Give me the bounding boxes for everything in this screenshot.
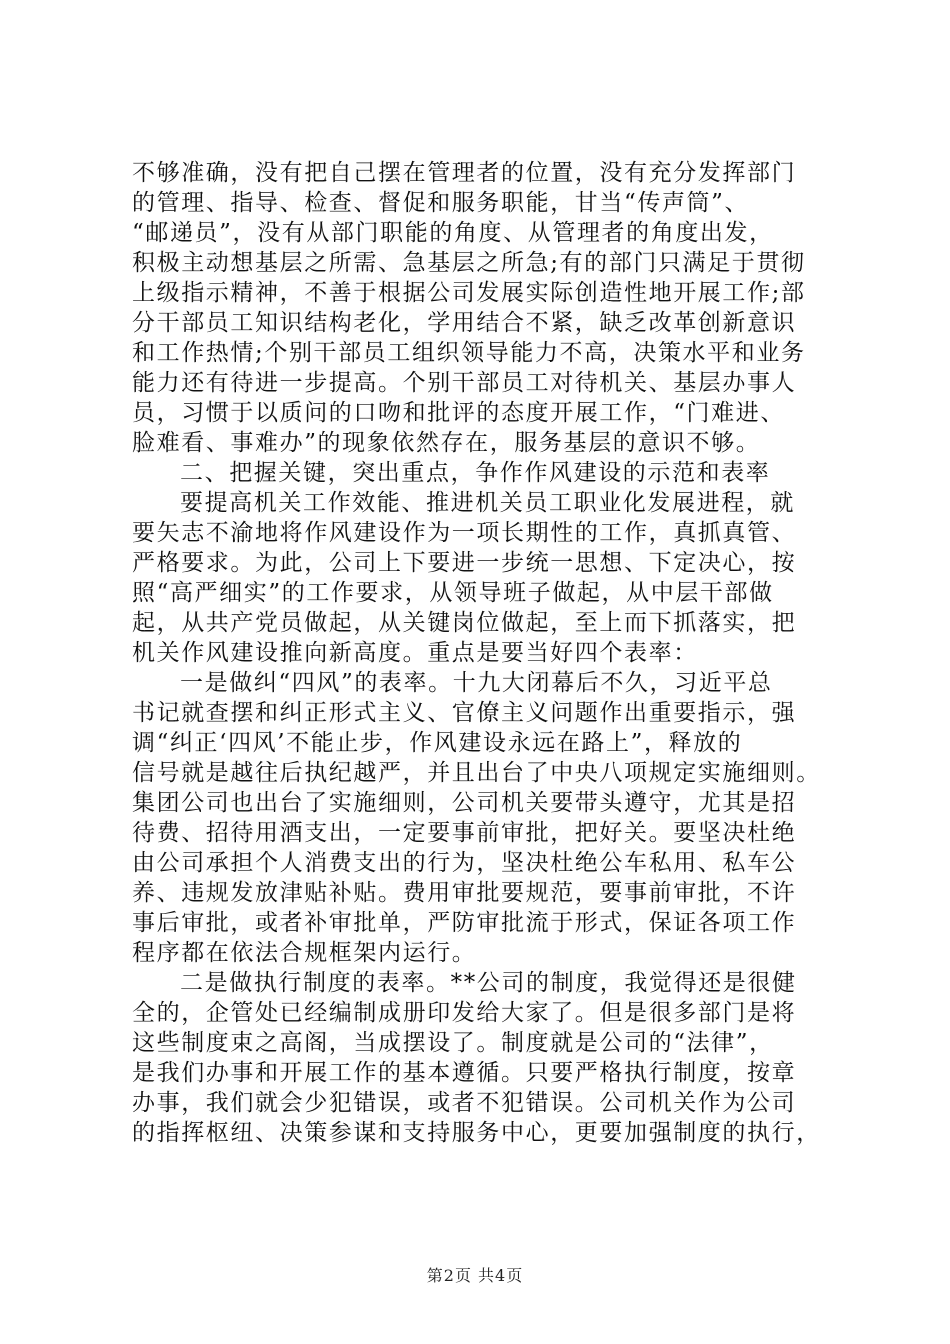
body-text-line: 上级指示精神，不善于根据公司发展实际创造性地开展工作;部 [132, 280, 806, 306]
body-text-line: 待费、招待用酒支出，一定要事前审批，把好关。要坚决杜绝 [132, 820, 797, 846]
body-text-line: 照“高严细实”的工作要求，从领导班子做起，从中层干部做 [132, 580, 774, 606]
body-text-line: 调“纠正‘四风’不能止步，作风建设永远在路上”，释放的 [132, 730, 743, 756]
document-body [132, 158, 832, 1148]
body-text-line: 积极主动想基层之所需、急基层之所急;有的部门只满足于贯彻 [132, 250, 806, 276]
body-text-line: 书记就查摆和纠正形式主义、官僚主义问题作出重要指示，强 [132, 700, 797, 726]
body-text-line: 脸难看、事难办”的现象依然存在，服务基层的意识不够。 [132, 430, 761, 456]
body-text-line: 养、违规发放津贴补贴。费用审批要规范，要事前审批，不许 [132, 880, 797, 906]
body-text-line: 是我们办事和开展工作的基本遵循。只要严格执行制度，按章 [132, 1060, 797, 1086]
body-text-line: 二是做执行制度的表率。**公司的制度，我觉得还是很健 [180, 970, 797, 996]
body-text-line: 这些制度束之高阁，当成摆设了。制度就是公司的“法律”， [132, 1030, 774, 1056]
body-text-line: 集团公司也出台了实施细则，公司机关要带头遵守，尤其是招 [132, 790, 797, 816]
body-text-line: 要提高机关工作效能、推进机关员工职业化发展进程，就 [180, 490, 795, 516]
body-text-line: 起，从共产党员做起，从关键岗位做起，至上而下抓落实，把 [132, 610, 797, 636]
page-footer: 第2页 共4页 [426, 1266, 524, 1285]
body-text-line: 的指挥枢纽、决策参谋和支持服务中心，更要加强制度的执行， [132, 1120, 821, 1146]
body-text-line: 二、把握关键，突出重点，争作作风建设的示范和表率 [180, 460, 771, 486]
body-text-line: 严格要求。为此，公司上下要进一步统一思想、下定决心，按 [132, 550, 797, 576]
body-text-line: “邮递员”，没有从部门职能的角度、从管理者的角度出发， [132, 220, 774, 246]
body-text-line: 由公司承担个人消费支出的行为，坚决杜绝公车私用、私车公 [132, 850, 797, 876]
body-text-line: 的管理、指导、检查、督促和服务职能，甘当“传声筒”、 [132, 190, 750, 216]
body-text-line: 一是做纠“四风”的表率。十九大闭幕后不久，习近平总 [180, 670, 773, 696]
body-text-line: 不够准确，没有把自己摆在管理者的位置，没有充分发挥部门 [132, 160, 797, 186]
body-text-line: 程序都在依法合规框架内运行。 [132, 940, 477, 966]
body-text-line: 事后审批，或者补审批单，严防审批流于形式，保证各项工作 [132, 910, 797, 936]
body-text-line: 和工作热情;个别干部员工组织领导能力不高，决策水平和业务 [132, 340, 806, 366]
body-text-line: 能力还有待进一步提高。个别干部员工对待机关、基层办事人 [132, 370, 797, 396]
body-text-line: 机关作风建设推向新高度。重点是要当好四个表率： [132, 640, 698, 666]
body-text-line: 员，习惯于以质问的口吻和批评的态度开展工作，“门难进、 [132, 400, 785, 426]
body-text-line: 信号就是越往后执纪越严，并且出台了中央八项规定实施细则。 [132, 760, 821, 786]
body-text-line: 要矢志不渝地将作风建设作为一项长期性的工作，真抓真管、 [132, 520, 797, 546]
body-text-line: 分干部员工知识结构老化，学用结合不紧，缺乏改革创新意识 [132, 310, 797, 336]
body-text-line: 全的，企管处已经编制成册印发给大家了。但是很多部门是将 [132, 1000, 797, 1026]
body-text-line: 办事，我们就会少犯错误，或者不犯错误。公司机关作为公司 [132, 1090, 797, 1116]
